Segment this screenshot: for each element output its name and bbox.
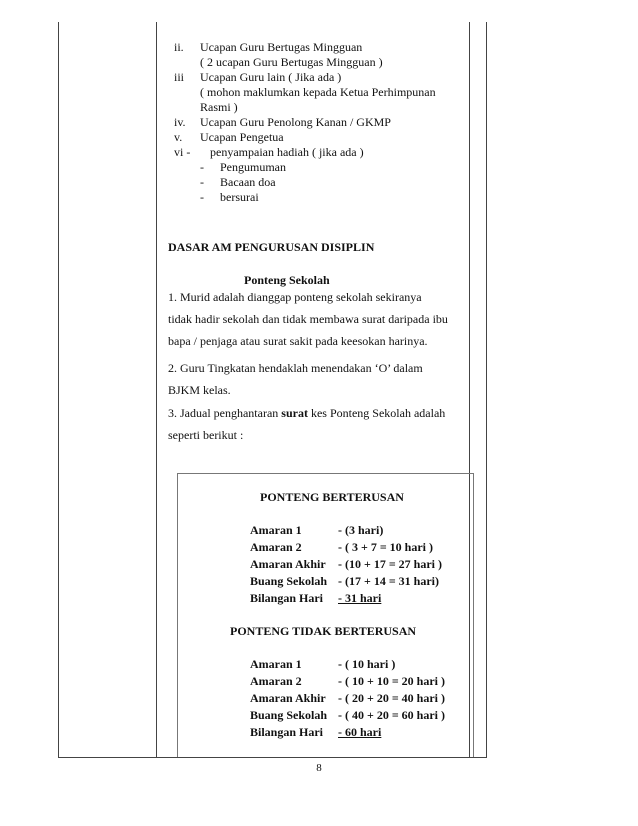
agenda-item: - bersurai [200,190,259,204]
agenda-item: ii. Ucapan Guru Bertugas Mingguan [174,40,363,54]
paragraph-line: seperti berikut : [168,428,244,442]
agenda-item: iv. Ucapan Guru Penolong Kanan / GKMP [174,115,391,129]
schedule-row: Amaran Akhir - (10 + 17 = 27 hari ) [250,557,442,571]
paragraph-1 [168,286,483,352]
paragraph-3 [168,402,483,446]
schedule-row: Amaran 2 - ( 3 + 7 = 10 hari ) [250,540,433,554]
column-divider-left [156,22,157,757]
box-title-tidak-berterusan: PONTENG TIDAK BERTERUSAN [230,624,417,638]
schedule-row: Amaran Akhir - ( 20 + 20 = 40 hari ) [250,691,445,705]
schedule-row: Amaran 1 - (3 hari) [250,523,384,537]
schedule-row: Bilangan Hari - 60 hari [250,725,382,739]
schedule-row: Buang Sekolah - (17 + 14 = 31 hari) [250,574,439,588]
schedule-row: Bilangan Hari - 31 hari [250,591,382,605]
box-title-berterusan: PONTENG BERTERUSAN [260,490,404,504]
agenda-item: iii Ucapan Guru lain ( Jika ada ) [174,70,342,84]
schedule-row: Amaran 2 - ( 10 + 10 = 20 hari ) [250,674,445,688]
page-number: 8 [316,762,322,774]
paragraph-line: 1. Murid adalah dianggap ponteng sekolah sekiranya [168,290,422,304]
agenda-item: - Bacaan doa [200,175,276,189]
paragraph-line: tidak hadir sekolah dan tidak membawa surat daripada ibu [168,312,448,326]
agenda-item: Rasmi ) [200,100,238,114]
ponteng-schedule-box [177,473,474,757]
subsection-title: Ponteng Sekolah [244,273,330,287]
schedule-row: Buang Sekolah - ( 40 + 20 = 60 hari ) [250,708,445,722]
agenda-item: - Pengumuman [200,160,286,174]
paragraph-line: 3. Jadual penghantaran surat kes Ponteng Sekolah adalah [168,406,446,420]
agenda-item: v. Ucapan Pengetua [174,130,284,144]
schedule-row: Amaran 1 - ( 10 hari ) [250,657,396,671]
agenda-item: ( mohon maklumkan kepada Ketua Perhimpunan [200,85,436,99]
section-title: DASAR AM PENGURUSAN DISIPLIN [168,240,375,254]
paragraph-line: BJKM kelas. [168,383,231,397]
paragraph-line: 2. Guru Tingkatan hendaklah menendakan ‘O’ dalam [168,361,423,375]
paragraph-2 [168,357,483,401]
paragraph-line: bapa / penjaga atau surat sakit pada keesokan harinya. [168,334,428,348]
agenda-item: vi - penyampaian hadiah ( jika ada ) [174,145,364,159]
agenda-item: ( 2 ucapan Guru Bertugas Mingguan ) [200,55,383,69]
